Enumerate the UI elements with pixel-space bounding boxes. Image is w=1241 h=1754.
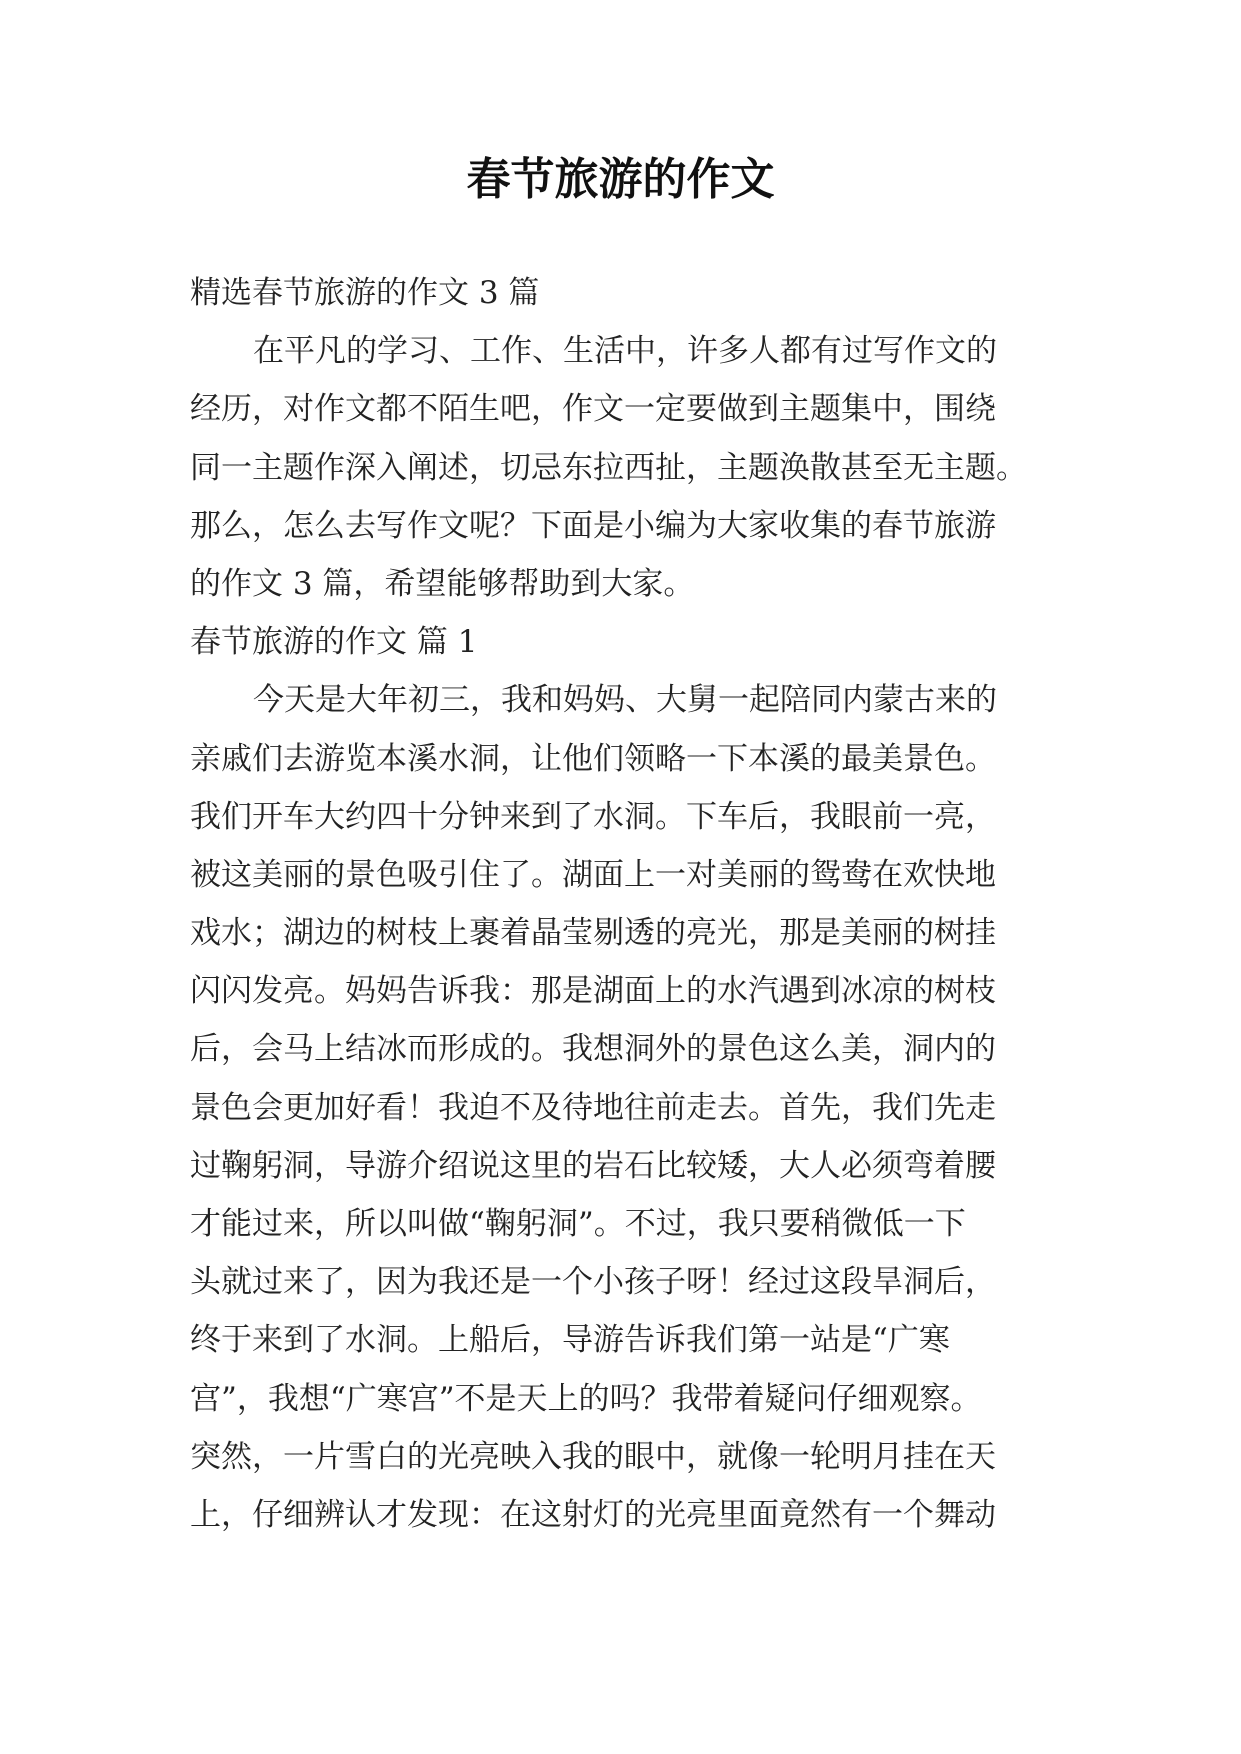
document-title: 春节旅游的作文 — [466, 154, 775, 205]
paragraph-line: 经历，对作文都不陌生吧，作文一定要做到主题集中，围绕 — [190, 391, 996, 428]
paragraph-line: 过鞠躬洞，导游介绍说这里的岩石比较矮，大人必须弯着腰 — [190, 1147, 996, 1184]
paragraph-line: 戏水；湖边的树枝上裹着晶莹剔透的亮光，那是美丽的树挂 — [190, 915, 996, 952]
paragraph-line: 才能过来，所以叫做“鞠躬洞”。不过，我只要稍微低一下 — [190, 1206, 966, 1242]
section-heading: 春节旅游的作文 篇 1 — [190, 624, 478, 661]
paragraph-line: 景色会更加好看！我迫不及待地往前走去。首先，我们先走 — [190, 1089, 996, 1126]
paragraph-line: 被这美丽的景色吸引住了。湖面上一对美丽的鸳鸯在欢快地 — [190, 856, 996, 893]
paragraph-line: 我们开车大约四十分钟来到了水洞。下车后，我眼前一亮， — [190, 798, 996, 835]
paragraph-line: 宫”，我想“广寒宫”不是天上的吗？我带着疑问仔细观察。 — [190, 1380, 982, 1417]
paragraph-line: 的作文 3 篇，希望能够帮助到大家。 — [190, 565, 695, 602]
paragraph-line: 突然，一片雪白的光亮映入我的眼中，就像一轮明月挂在天 — [190, 1438, 996, 1475]
paragraph-line: 今天是大年初三，我和妈妈、大舅一起陪同内蒙古来的 — [253, 682, 997, 719]
paragraph-line: 同一主题作深入阐述，切忌东拉西扯，主题涣散甚至无主题。 — [190, 449, 1027, 486]
paragraph-line: 在平凡的学习、工作、生活中，许多人都有过写作文的 — [253, 333, 997, 370]
paragraph-line: 终于来到了水洞。上船后，导游告诉我们第一站是“广寒 — [190, 1322, 950, 1359]
subtitle-line: 精选春节旅游的作文 3 篇 — [190, 275, 540, 311]
paragraph-line: 亲戚们去游览本溪水洞，让他们领略一下本溪的最美景色。 — [190, 740, 996, 777]
paragraph-line: 上，仔细辨认才发现：在这射灯的光亮里面竟然有一个舞动 — [190, 1496, 996, 1533]
paragraph-line: 那么，怎么去写作文呢？下面是小编为大家收集的春节旅游 — [190, 507, 996, 544]
paragraph-line: 头就过来了，因为我还是一个小孩子呀！经过这段旱洞后， — [190, 1264, 996, 1301]
document-body — [190, 264, 1060, 1544]
paragraph-line: 闪闪发亮。妈妈告诉我：那是湖面上的水汽遇到冰凉的树枝 — [190, 973, 996, 1010]
paragraph-line: 后，会马上结冰而形成的。我想洞外的景色这么美，洞内的 — [190, 1031, 996, 1068]
